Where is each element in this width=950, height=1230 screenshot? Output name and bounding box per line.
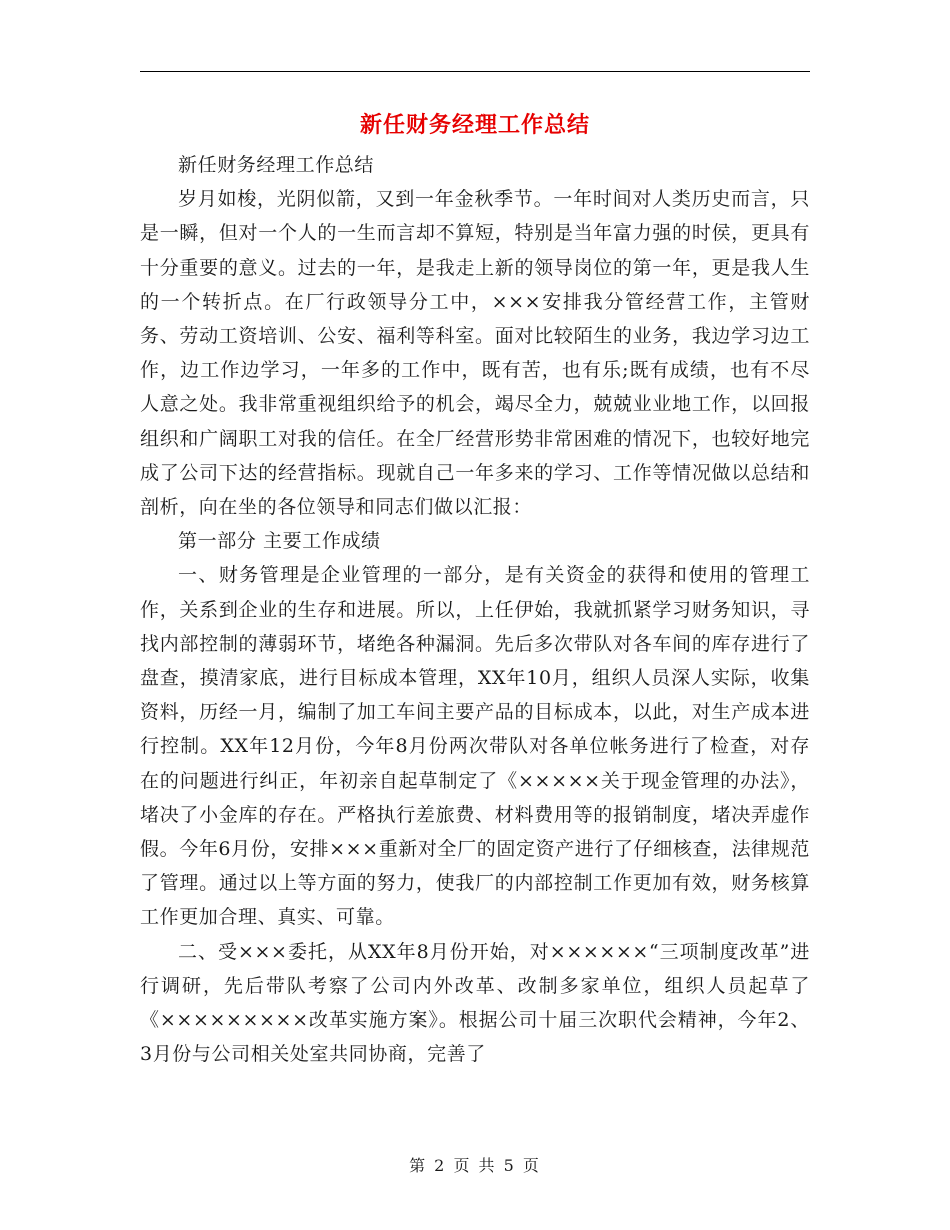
document-body <box>140 148 810 1071</box>
paragraph-system-reform: 二、受×××委托，从XX年8月份开始，对××××××“三项制度改革”进行调研，先后带队考察了公司内外改革、改制多家单位，组织人员起草了《×××××××××改革实施方案》。根据公司十届三次职代会精神，今年2、3月份与公司相关处室共同协商，完善了 <box>140 940 810 1066</box>
header-rule <box>140 71 810 72</box>
paragraph-subtitle: 新任财务经理工作总结 <box>178 154 375 176</box>
document-title: 新任财务经理工作总结 <box>359 112 590 138</box>
page-footer: 第 2 页 共 5 页 <box>409 1156 541 1175</box>
paragraph-financial-management: 一、财务管理是企业管理的一部分，是有关资金的获得和使用的管理工作，关系到企业的生存和进展。所以，上任伊始，我就抓紧学习财务知识，寻找内部控制的薄弱环节，堵绝各种漏洞。先后多次带队对各车间的库存进行了盘查，摸清家底，进行目标成本管理，XX年10月，组织人员深人实际，收集资料，历经一月，编制了加工车间主要产品的目标成本，以此，对生产成本进行控制。XX年12月份，今年8月份两次带队对各单位帐务进行了检查，对存在的问题进行纠正，年初亲自起草制定了《×××××关于现金管理的办法》，堵决了小金库的存在。严格执行差旅费、材料费用等的报销制度，堵决弄虚作假。今年6月份，安排×××重新对全厂的固定资产进行了仔细核查，法律规范了管理。通过以上等方面的努力，使我厂的内部控制工作更加有效，财务核算工作更加合理、真实、可靠。 <box>140 564 810 929</box>
section-heading: 第一部分 主要工作成绩 <box>178 530 381 553</box>
paragraph-intro: 岁月如梭，光阴似箭，又到一年金秋季节。一年时间对人类历史而言，只是一瞬，但对一个人的一生而言却不算短，特别是当年富力强的时侯，更具有十分重要的意义。过去的一年，是我走上新的领导岗位的第一年，更是我人生的一个转折点。在厂行政领导分工中，×××安排我分管经营工作，主管财务、劳动工资培训、公安、福利等科室。面对比较陌生的业务，我边学习边工作，边工作边学习，一年多的工作中，既有苦，也有乐;既有成绩，也有不尽人意之处。我非常重视组织给予的机会，竭尽全力，兢兢业业地工作，以回报组织和广阔职工对我的信任。在全厂经营形势非常困难的情况下，也较好地完成了公司下达的经营指标。现就自己一年多来的学习、工作等情况做以总结和剖析，向在坐的各位领导和同志们做以汇报： <box>140 188 810 519</box>
